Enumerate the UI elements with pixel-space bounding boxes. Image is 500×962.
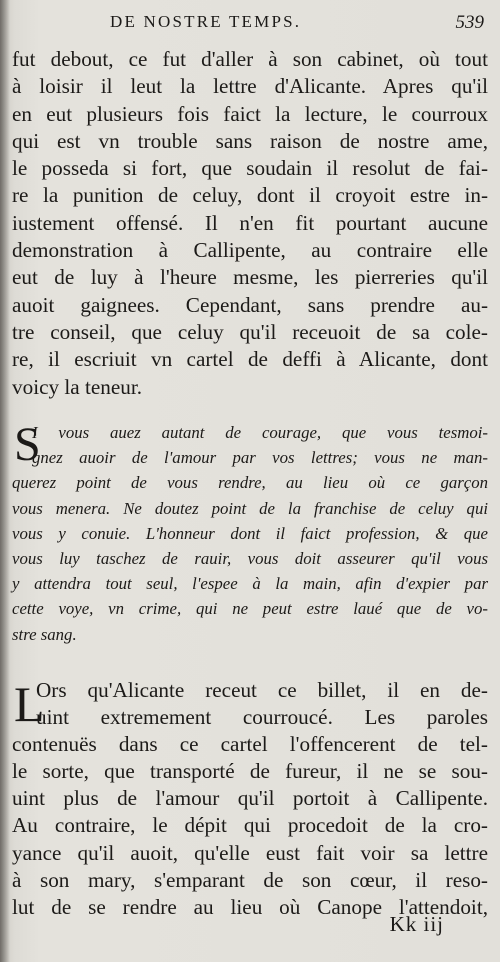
letter-line: y attendra tout seul, l'espee à la main, afin d'expier par bbox=[12, 574, 488, 594]
letter-line: I vous auez autant de courage, que vous tesmoi- bbox=[32, 423, 488, 442]
text-line: à son mary, s'emparant de son cœur, il reso- bbox=[12, 867, 488, 892]
paragraph-1 bbox=[12, 46, 488, 401]
letter-line: gnez auoir de l'amour par vos lettres; vous ne man- bbox=[32, 448, 488, 468]
letter-line: querez point de vous rendre, au lieu où ce garçon bbox=[12, 473, 488, 493]
page-number: 539 bbox=[455, 12, 484, 33]
text-line: yance qu'il auoit, qu'elle eust fait voir sa lettre bbox=[12, 840, 488, 865]
text-line: le sorte, que transporté de fureur, il ne se sou- bbox=[12, 759, 488, 784]
text-line: eut de luy à l'heure mesme, les pierreries qu'il bbox=[12, 265, 488, 290]
letter-of-challenge bbox=[12, 420, 488, 647]
running-head: DE NOSTRE TEMPS. bbox=[110, 12, 302, 31]
page-header bbox=[0, 10, 500, 40]
text-line: voicy la teneur. bbox=[12, 374, 143, 399]
text-line: contenuës dans ce cartel l'offencerent de tel- bbox=[12, 732, 488, 757]
gutter-shadow bbox=[0, 0, 10, 962]
text-line: demonstration à Callipente, au contraire elle bbox=[12, 238, 488, 263]
text-line: fut debout, ce fut d'aller à son cabinet, où tout bbox=[12, 47, 488, 71]
letter-line: vous y conuie. L'honneur dont il faict profession, & que bbox=[12, 523, 488, 543]
text-line: iustement offensé. Il n'en fit pourtant aucune bbox=[12, 210, 488, 235]
letter-line: stre sang. bbox=[12, 624, 77, 644]
letter-line: cette voye, vn crime, qui ne peut estre laué que de vo- bbox=[12, 599, 488, 619]
text-line: re, il escriuit vn cartel de deffi à Alicante, dont bbox=[12, 347, 488, 372]
paragraph-3 bbox=[12, 677, 488, 921]
letter-line: vous menera. Ne doutez point de la franchise de celuy qui bbox=[12, 498, 488, 518]
text-line: le posseda si fort, que soudain il resolut de fai- bbox=[12, 156, 488, 181]
text-line: uint plus de l'amour qu'il portoit à Callipente. bbox=[12, 786, 488, 811]
text-line: re la punition de celuy, dont il croyoit estre in- bbox=[12, 183, 488, 208]
text-line: Au contraire, le dépit qui procedoit de la cro- bbox=[12, 813, 488, 838]
drop-cap-letter-s: S bbox=[14, 418, 41, 471]
text-line: auoit gaignees. Cependant, sans prendre au- bbox=[12, 292, 488, 317]
text-line: lut de se rendre au lieu où Canope l'attendoit, bbox=[12, 894, 488, 919]
text-line: qui est vn trouble sans raison de nostre ame, bbox=[12, 128, 488, 153]
text-line: à loisir il leut la lettre d'Alicante. Apres qu'il bbox=[12, 74, 488, 99]
signature-mark: Kk iij bbox=[389, 912, 444, 936]
text-line: Ors qu'Alicante receut ce billet, il en de- bbox=[36, 678, 488, 702]
text-line: tre conseil, que celuy qu'il receuoit de sa cole- bbox=[12, 319, 488, 344]
letter-line: vous luy taschez de rauir, vous doit asseurer qu'il vous bbox=[12, 549, 488, 569]
text-line: en eut plusieurs fois faict la lecture, le courroux bbox=[12, 101, 488, 126]
drop-cap-letter-l: L bbox=[14, 676, 45, 732]
text-line: uint extremement courroucé. Les paroles bbox=[36, 705, 488, 730]
